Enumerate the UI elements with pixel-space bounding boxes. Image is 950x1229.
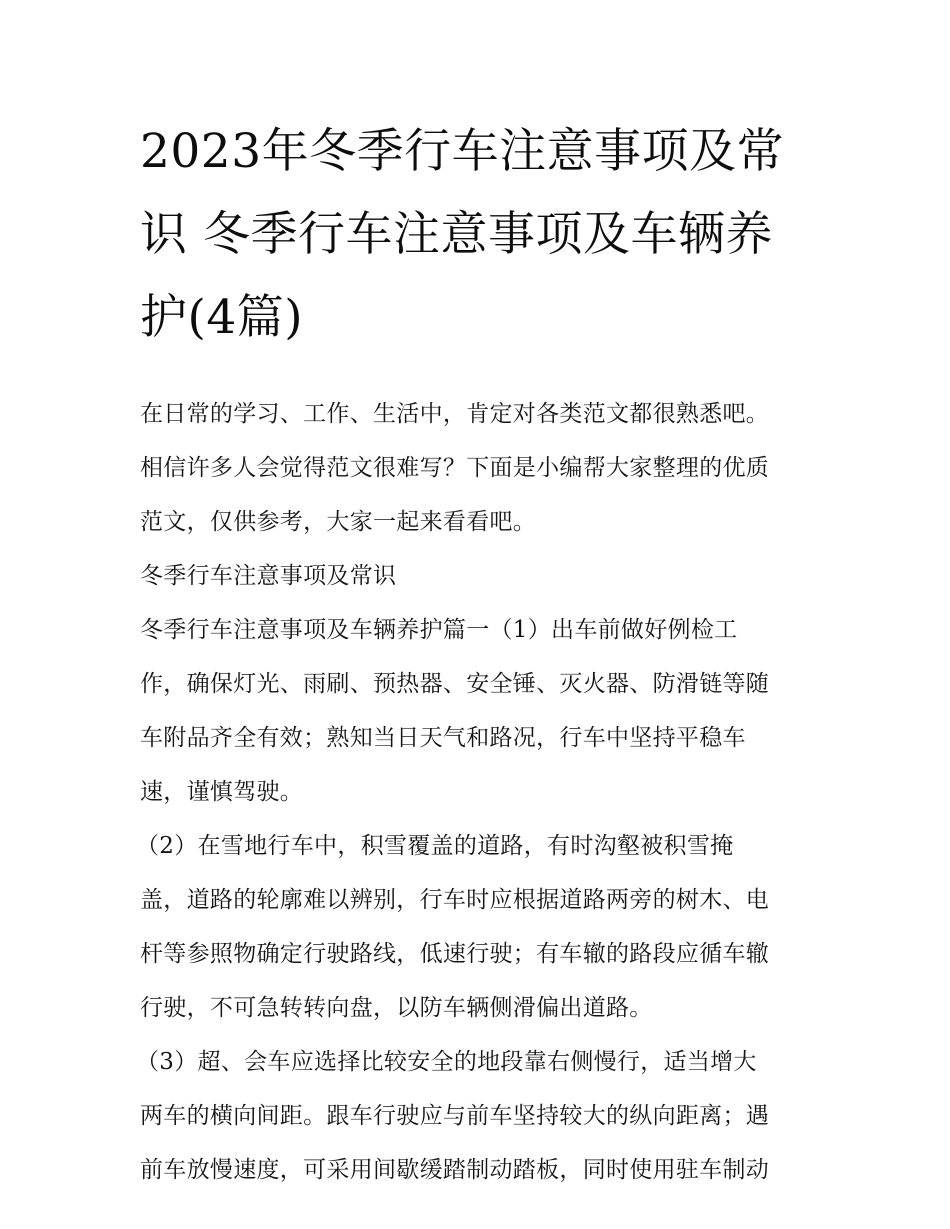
section-heading [140, 549, 820, 603]
intro-line-1: 在日常的学习、工作、生活中，肯定对各类范文都很熟悉吧。 [140, 401, 770, 427]
paragraph-item-2 [136, 819, 820, 1035]
item2-line-2: 盖，道路的轮廓难以辨别，行车时应根据道路两旁的树木、电 [140, 887, 770, 913]
title-line-2: 识 冬季行车注意事项及车辆养 [140, 207, 773, 262]
section-heading-line: 冬季行车注意事项及常识 [140, 563, 397, 589]
intro-line-2: 相信许多人会觉得范文很难写？下面是小编帮大家整理的优质 [140, 455, 770, 481]
item2-line-1: （2）在雪地行车中，积雪覆盖的道路，有时沟壑被积雪掩 [136, 833, 734, 859]
document-page [136, 110, 820, 1197]
item1-line-1: 冬季行车注意事项及车辆养护篇一（1）出车前做好例检工 [140, 617, 738, 643]
paragraph-item-3 [136, 1035, 820, 1197]
item1-line-3: 车附品齐全有效；熟知当日天气和路况，行车中坚持平稳车 [140, 725, 746, 751]
item1-line-4: 速，谨慎驾驶。 [140, 779, 304, 805]
document-title [140, 110, 820, 359]
paragraph-item-1 [140, 603, 820, 819]
title-line-1: 2023年冬季行车注意事项及常 [140, 124, 785, 179]
item2-line-4: 行驶，不可急转转向盘，以防车辆侧滑偏出道路。 [140, 995, 653, 1021]
intro-line-3: 范文，仅供参考，大家一起来看看吧。 [140, 509, 537, 535]
intro-paragraph [140, 387, 820, 549]
item1-line-2: 作，确保灯光、雨刷、预热器、安全锤、灭火器、防滑链等随 [140, 671, 770, 697]
document-body [136, 387, 820, 1197]
item2-line-3: 杆等参照物确定行驶路线，低速行驶；有车辙的路段应循车辙 [140, 941, 770, 967]
item3-line-2: 两车的横向间距。跟车行驶应与前车坚持较大的纵向距离；遇 [140, 1103, 770, 1129]
item3-line-3: 前车放慢速度，可采用间歇缓踏制动踏板，同时使用驻车制动 [140, 1157, 770, 1183]
title-line-3: 护(4篇) [140, 290, 304, 345]
item3-line-1: （3）超、会车应选择比较安全的地段靠右侧慢行，适当增大 [136, 1049, 757, 1075]
